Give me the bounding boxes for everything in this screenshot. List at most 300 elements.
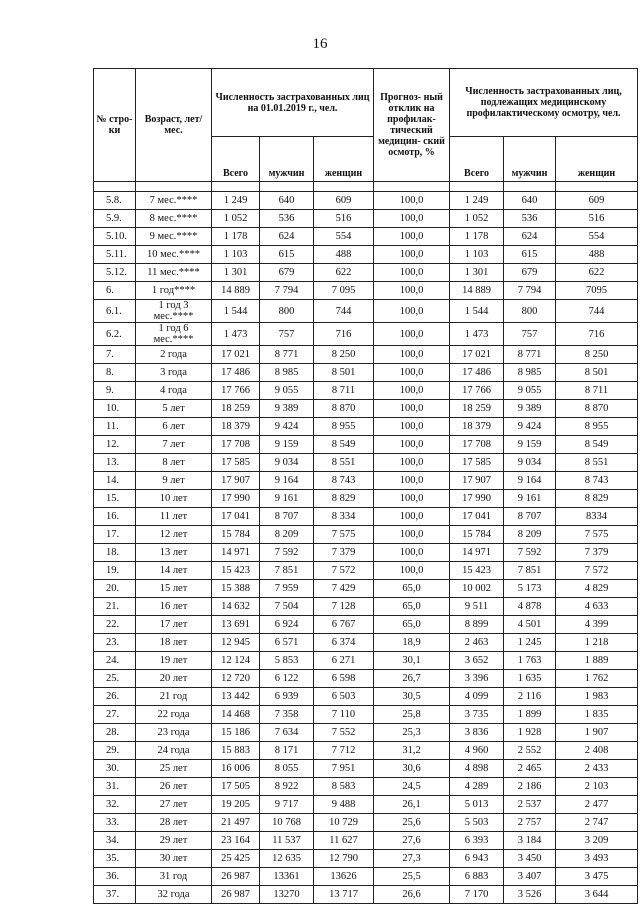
- cell-total: 1 249: [212, 192, 260, 210]
- cell-subject-women: 716: [556, 323, 638, 346]
- cell-row-number: 6.1.: [94, 300, 136, 323]
- cell-subject-women: 7 572: [556, 562, 638, 580]
- cell-subject-total: 10 002: [450, 580, 504, 598]
- cell-age: 10 мес.****: [136, 246, 212, 264]
- cell-subject-women: 7 575: [556, 526, 638, 544]
- cell-men: 7 634: [260, 724, 314, 742]
- cell-subject-total: 18 379: [450, 418, 504, 436]
- cell-subject-men: 2 552: [504, 742, 556, 760]
- cell-total: 17 708: [212, 436, 260, 454]
- cell-forecast: 18,9: [374, 634, 450, 652]
- cell-subject-women: 8 955: [556, 418, 638, 436]
- cell-forecast: 65,0: [374, 580, 450, 598]
- cell-women: 8 583: [314, 778, 374, 796]
- cell-subject-women: 622: [556, 264, 638, 282]
- cell-subject-total: 1 473: [450, 323, 504, 346]
- cell-men: 8 707: [260, 508, 314, 526]
- cell-total: 23 164: [212, 832, 260, 850]
- cell-men: 7 959: [260, 580, 314, 598]
- cell-total: 1 103: [212, 246, 260, 264]
- cell-row-number: 24.: [94, 652, 136, 670]
- cell-row-number: 31.: [94, 778, 136, 796]
- cell-subject-women: 3 209: [556, 832, 638, 850]
- cell-age: 19 лет: [136, 652, 212, 670]
- table-row: [94, 192, 638, 210]
- cell-age: 10 лет: [136, 490, 212, 508]
- cell-women: 7 379: [314, 544, 374, 562]
- cell-subject-total: 4 099: [450, 688, 504, 706]
- cell-women: 744: [314, 300, 374, 323]
- cell-forecast: 100,0: [374, 323, 450, 346]
- cell-subject-total: 1 249: [450, 192, 504, 210]
- cell-subject-women: 8 743: [556, 472, 638, 490]
- table-row: [94, 886, 638, 904]
- cell-forecast: 25,5: [374, 868, 450, 886]
- cell-row-number: 6.: [94, 282, 136, 300]
- cell-subject-women: 4 633: [556, 598, 638, 616]
- cell-forecast: 100,0: [374, 418, 450, 436]
- table-row: [94, 490, 638, 508]
- cell-age: 32 года: [136, 886, 212, 904]
- cell-subject-women: 2 408: [556, 742, 638, 760]
- cell-subject-women: 8 829: [556, 490, 638, 508]
- cell-total: 17 505: [212, 778, 260, 796]
- cell-men: 7 794: [260, 282, 314, 300]
- cell-subject-total: 1 301: [450, 264, 504, 282]
- cell-row-number: 5.10.: [94, 228, 136, 246]
- cell-age: 21 год: [136, 688, 212, 706]
- cell-row-number: 30.: [94, 760, 136, 778]
- cell-age: 8 лет: [136, 454, 212, 472]
- cell-subject-total: 17 708: [450, 436, 504, 454]
- cell-women: 8 334: [314, 508, 374, 526]
- cell-subject-men: 2 537: [504, 796, 556, 814]
- cell-forecast: 26,6: [374, 886, 450, 904]
- cell-men: 9 389: [260, 400, 314, 418]
- cell-men: 5 853: [260, 652, 314, 670]
- cell-subject-women: 8334: [556, 508, 638, 526]
- table-row: [94, 508, 638, 526]
- cell-total: 15 388: [212, 580, 260, 598]
- cell-subject-men: 9 055: [504, 382, 556, 400]
- cell-row-number: 9.: [94, 382, 136, 400]
- cell-forecast: 100,0: [374, 490, 450, 508]
- table-row: [94, 382, 638, 400]
- cell-total: 19 205: [212, 796, 260, 814]
- cell-men: 8 171: [260, 742, 314, 760]
- cell-subject-total: 17 486: [450, 364, 504, 382]
- cell-women: 7 552: [314, 724, 374, 742]
- cell-subject-women: 2 433: [556, 760, 638, 778]
- cell-subject-women: 3 475: [556, 868, 638, 886]
- cell-forecast: 30,1: [374, 652, 450, 670]
- cell-men: 9 424: [260, 418, 314, 436]
- cell-subject-total: 6 393: [450, 832, 504, 850]
- table-row: [94, 742, 638, 760]
- col-header-age: Возраст, лет/ мес.: [136, 69, 212, 182]
- cell-age: 9 лет: [136, 472, 212, 490]
- cell-forecast: 100,0: [374, 246, 450, 264]
- cell-row-number: 14.: [94, 472, 136, 490]
- cell-total: 13 442: [212, 688, 260, 706]
- cell-men: 6 122: [260, 670, 314, 688]
- cell-row-number: 5.8.: [94, 192, 136, 210]
- cell-subject-total: 4 289: [450, 778, 504, 796]
- cell-total: 15 784: [212, 526, 260, 544]
- table-row: [94, 346, 638, 364]
- cell-men: 13361: [260, 868, 314, 886]
- cell-men: 8 922: [260, 778, 314, 796]
- table-row: [94, 246, 638, 264]
- cell-age: 14 лет: [136, 562, 212, 580]
- cell-row-number: 34.: [94, 832, 136, 850]
- table-row: [94, 616, 638, 634]
- cell-men: 536: [260, 210, 314, 228]
- cell-subject-women: 4 829: [556, 580, 638, 598]
- cell-subject-men: 7 794: [504, 282, 556, 300]
- cell-forecast: 100,0: [374, 210, 450, 228]
- cell-subject-men: 4 501: [504, 616, 556, 634]
- cell-forecast: 100,0: [374, 264, 450, 282]
- cell-forecast: 26,1: [374, 796, 450, 814]
- cell-row-number: 5.12.: [94, 264, 136, 282]
- cell-men: 9 034: [260, 454, 314, 472]
- cell-age: 1 год 3 мес.****: [136, 300, 212, 323]
- cell-subject-men: 640: [504, 192, 556, 210]
- cell-age: 1 год 6 мес.****: [136, 323, 212, 346]
- cell-women: 488: [314, 246, 374, 264]
- cell-total: 1 301: [212, 264, 260, 282]
- cell-total: 17 486: [212, 364, 260, 382]
- cell-row-number: 13.: [94, 454, 136, 472]
- cell-age: 3 года: [136, 364, 212, 382]
- cell-row-number: 7.: [94, 346, 136, 364]
- cell-subject-men: 1 245: [504, 634, 556, 652]
- cell-subject-total: 2 463: [450, 634, 504, 652]
- cell-forecast: 100,0: [374, 508, 450, 526]
- cell-age: 4 года: [136, 382, 212, 400]
- cell-total: 17 041: [212, 508, 260, 526]
- cell-subject-total: 15 423: [450, 562, 504, 580]
- cell-subject-women: 8 870: [556, 400, 638, 418]
- cell-total: 18 259: [212, 400, 260, 418]
- cell-row-number: 16.: [94, 508, 136, 526]
- cell-subject-women: 1 835: [556, 706, 638, 724]
- cell-age: 1 год****: [136, 282, 212, 300]
- cell-total: 14 889: [212, 282, 260, 300]
- cell-row-number: 36.: [94, 868, 136, 886]
- cell-age: 16 лет: [136, 598, 212, 616]
- col-header-men-2: мужчин: [504, 137, 556, 182]
- cell-age: 2 года: [136, 346, 212, 364]
- cell-men: 12 635: [260, 850, 314, 868]
- cell-age: 9 мес.****: [136, 228, 212, 246]
- cell-age: 5 лет: [136, 400, 212, 418]
- cell-row-number: 23.: [94, 634, 136, 652]
- cell-men: 7 851: [260, 562, 314, 580]
- cell-subject-total: 1 178: [450, 228, 504, 246]
- cell-women: 8 955: [314, 418, 374, 436]
- cell-women: 7 429: [314, 580, 374, 598]
- cell-subject-women: 1 889: [556, 652, 638, 670]
- cell-row-number: 5.11.: [94, 246, 136, 264]
- table-row: [94, 418, 638, 436]
- col-header-total: Всего: [212, 137, 260, 182]
- cell-row-number: 6.2.: [94, 323, 136, 346]
- page-number: 16: [312, 36, 328, 52]
- cell-subject-total: 6 883: [450, 868, 504, 886]
- cell-subject-men: 800: [504, 300, 556, 323]
- cell-subject-total: 4 898: [450, 760, 504, 778]
- cell-total: 14 468: [212, 706, 260, 724]
- cell-subject-total: 17 990: [450, 490, 504, 508]
- table-row: [94, 210, 638, 228]
- cell-row-number: 28.: [94, 724, 136, 742]
- col-header-women-2: женщин: [556, 137, 638, 182]
- table-row: [94, 264, 638, 282]
- cell-subject-men: 536: [504, 210, 556, 228]
- table-row: [94, 832, 638, 850]
- cell-subject-total: 17 041: [450, 508, 504, 526]
- cell-women: 8 743: [314, 472, 374, 490]
- cell-men: 7 358: [260, 706, 314, 724]
- cell-subject-men: 1 763: [504, 652, 556, 670]
- table-row: [94, 760, 638, 778]
- table-row: [94, 778, 638, 796]
- cell-subject-men: 2 186: [504, 778, 556, 796]
- cell-forecast: 100,0: [374, 544, 450, 562]
- cell-forecast: 100,0: [374, 526, 450, 544]
- table-row: [94, 814, 638, 832]
- cell-women: 9 488: [314, 796, 374, 814]
- cell-subject-men: 2 116: [504, 688, 556, 706]
- cell-subject-men: 9 424: [504, 418, 556, 436]
- cell-total: 12 720: [212, 670, 260, 688]
- table-row: [94, 300, 638, 323]
- cell-men: 6 571: [260, 634, 314, 652]
- cell-row-number: 18.: [94, 544, 136, 562]
- cell-subject-men: 1 928: [504, 724, 556, 742]
- cell-women: 7 712: [314, 742, 374, 760]
- cell-men: 679: [260, 264, 314, 282]
- table-row: [94, 652, 638, 670]
- cell-forecast: 100,0: [374, 382, 450, 400]
- cell-women: 7 572: [314, 562, 374, 580]
- cell-subject-total: 1 052: [450, 210, 504, 228]
- table-row: [94, 670, 638, 688]
- cell-subject-total: 1 544: [450, 300, 504, 323]
- cell-subject-men: 8 707: [504, 508, 556, 526]
- cell-women: 13 717: [314, 886, 374, 904]
- cell-subject-men: 9 161: [504, 490, 556, 508]
- cell-total: 17 585: [212, 454, 260, 472]
- cell-row-number: 12.: [94, 436, 136, 454]
- cell-men: 10 768: [260, 814, 314, 832]
- cell-age: 25 лет: [136, 760, 212, 778]
- cell-subject-women: 8 551: [556, 454, 638, 472]
- table-body: [94, 182, 638, 904]
- cell-women: 12 790: [314, 850, 374, 868]
- cell-row-number: 5.9.: [94, 210, 136, 228]
- cell-men: 9 717: [260, 796, 314, 814]
- table-row: [94, 598, 638, 616]
- cell-total: 12 124: [212, 652, 260, 670]
- table-row: [94, 634, 638, 652]
- cell-forecast: 100,0: [374, 228, 450, 246]
- cell-women: 6 271: [314, 652, 374, 670]
- cell-women: 7 575: [314, 526, 374, 544]
- table-row: [94, 364, 638, 382]
- cell-total: 1 473: [212, 323, 260, 346]
- cell-subject-men: 8 771: [504, 346, 556, 364]
- cell-subject-total: 18 259: [450, 400, 504, 418]
- cell-total: 13 691: [212, 616, 260, 634]
- cell-forecast: 100,0: [374, 562, 450, 580]
- cell-age: 28 лет: [136, 814, 212, 832]
- table-row: [94, 472, 638, 490]
- cell-age: 31 год: [136, 868, 212, 886]
- cell-subject-men: 624: [504, 228, 556, 246]
- cell-men: 757: [260, 323, 314, 346]
- col-header-total-2: Всего: [450, 137, 504, 182]
- cell-men: 9 164: [260, 472, 314, 490]
- cell-age: 7 мес.****: [136, 192, 212, 210]
- cell-subject-women: 1 907: [556, 724, 638, 742]
- cell-subject-men: 4 878: [504, 598, 556, 616]
- cell-subject-men: 9 159: [504, 436, 556, 454]
- cell-subject-total: 5 013: [450, 796, 504, 814]
- cell-subject-men: 2 757: [504, 814, 556, 832]
- cell-subject-men: 679: [504, 264, 556, 282]
- cell-age: 12 лет: [136, 526, 212, 544]
- cell-age: 30 лет: [136, 850, 212, 868]
- table-row: [94, 706, 638, 724]
- cell-women: 7 951: [314, 760, 374, 778]
- cell-subject-women: 8 549: [556, 436, 638, 454]
- cell-subject-total: 14 971: [450, 544, 504, 562]
- cell-men: 8 771: [260, 346, 314, 364]
- cell-forecast: 27,6: [374, 832, 450, 850]
- cell-subject-total: 3 836: [450, 724, 504, 742]
- cell-age: 20 лет: [136, 670, 212, 688]
- cell-men: 13270: [260, 886, 314, 904]
- cell-subject-total: 1 103: [450, 246, 504, 264]
- cell-age: 7 лет: [136, 436, 212, 454]
- cell-subject-women: 1 983: [556, 688, 638, 706]
- cell-subject-men: 9 034: [504, 454, 556, 472]
- cell-subject-men: 1 899: [504, 706, 556, 724]
- cell-subject-total: 9 511: [450, 598, 504, 616]
- table-row: [94, 868, 638, 886]
- table-row: [94, 562, 638, 580]
- cell-subject-men: 2 465: [504, 760, 556, 778]
- cell-subject-men: 3 526: [504, 886, 556, 904]
- cell-forecast: 100,0: [374, 192, 450, 210]
- cell-forecast: 100,0: [374, 346, 450, 364]
- col-header-forecast: Прогноз- ный отклик на профилак- тический медицин- ский осмотр, %: [374, 69, 450, 182]
- cell-age: 23 года: [136, 724, 212, 742]
- cell-subject-men: 9 164: [504, 472, 556, 490]
- cell-subject-total: 3 396: [450, 670, 504, 688]
- cell-row-number: 32.: [94, 796, 136, 814]
- cell-subject-men: 5 173: [504, 580, 556, 598]
- cell-subject-total: 3 735: [450, 706, 504, 724]
- cell-forecast: 100,0: [374, 436, 450, 454]
- cell-age: 8 мес.****: [136, 210, 212, 228]
- cell-men: 8 055: [260, 760, 314, 778]
- cell-subject-total: 7 170: [450, 886, 504, 904]
- spacer-row: [94, 182, 638, 192]
- col-header-men: мужчин: [260, 137, 314, 182]
- cell-men: 9 055: [260, 382, 314, 400]
- cell-subject-women: 2 477: [556, 796, 638, 814]
- table-row: [94, 323, 638, 346]
- table-row: [94, 436, 638, 454]
- cell-subject-total: 17 021: [450, 346, 504, 364]
- cell-total: 17 907: [212, 472, 260, 490]
- cell-total: 12 945: [212, 634, 260, 652]
- cell-row-number: 33.: [94, 814, 136, 832]
- cell-women: 11 627: [314, 832, 374, 850]
- cell-subject-women: 2 103: [556, 778, 638, 796]
- cell-total: 1 544: [212, 300, 260, 323]
- cell-age: 27 лет: [136, 796, 212, 814]
- cell-subject-total: 14 889: [450, 282, 504, 300]
- cell-women: 8 711: [314, 382, 374, 400]
- table-row: [94, 526, 638, 544]
- cell-total: 1 052: [212, 210, 260, 228]
- cell-women: 8 549: [314, 436, 374, 454]
- cell-row-number: 10.: [94, 400, 136, 418]
- cell-forecast: 65,0: [374, 616, 450, 634]
- cell-men: 7 592: [260, 544, 314, 562]
- cell-subject-women: 8 501: [556, 364, 638, 382]
- cell-subject-women: 2 747: [556, 814, 638, 832]
- col-header-subject: Численность застрахованных лиц, подлежащих медицинскому профилактическому осмотру, чел.: [450, 69, 638, 137]
- cell-age: 17 лет: [136, 616, 212, 634]
- cell-forecast: 100,0: [374, 454, 450, 472]
- cell-total: 16 006: [212, 760, 260, 778]
- cell-men: 7 504: [260, 598, 314, 616]
- col-header-women: женщин: [314, 137, 374, 182]
- cell-women: 6 598: [314, 670, 374, 688]
- cell-age: 26 лет: [136, 778, 212, 796]
- cell-row-number: 35.: [94, 850, 136, 868]
- insured-population-table: [93, 68, 638, 904]
- cell-men: 9 159: [260, 436, 314, 454]
- cell-women: 8 829: [314, 490, 374, 508]
- cell-total: 17 990: [212, 490, 260, 508]
- table-row: [94, 580, 638, 598]
- cell-subject-total: 5 503: [450, 814, 504, 832]
- cell-women: 7 128: [314, 598, 374, 616]
- cell-women: 8 501: [314, 364, 374, 382]
- cell-age: 6 лет: [136, 418, 212, 436]
- cell-age: 11 лет: [136, 508, 212, 526]
- cell-subject-total: 6 943: [450, 850, 504, 868]
- cell-subject-total: 8 899: [450, 616, 504, 634]
- cell-subject-total: 17 766: [450, 382, 504, 400]
- cell-total: 14 971: [212, 544, 260, 562]
- cell-men: 624: [260, 228, 314, 246]
- cell-total: 1 178: [212, 228, 260, 246]
- cell-subject-women: 744: [556, 300, 638, 323]
- cell-women: 516: [314, 210, 374, 228]
- cell-subject-women: 8 711: [556, 382, 638, 400]
- cell-women: 7 095: [314, 282, 374, 300]
- cell-total: 25 425: [212, 850, 260, 868]
- cell-women: 609: [314, 192, 374, 210]
